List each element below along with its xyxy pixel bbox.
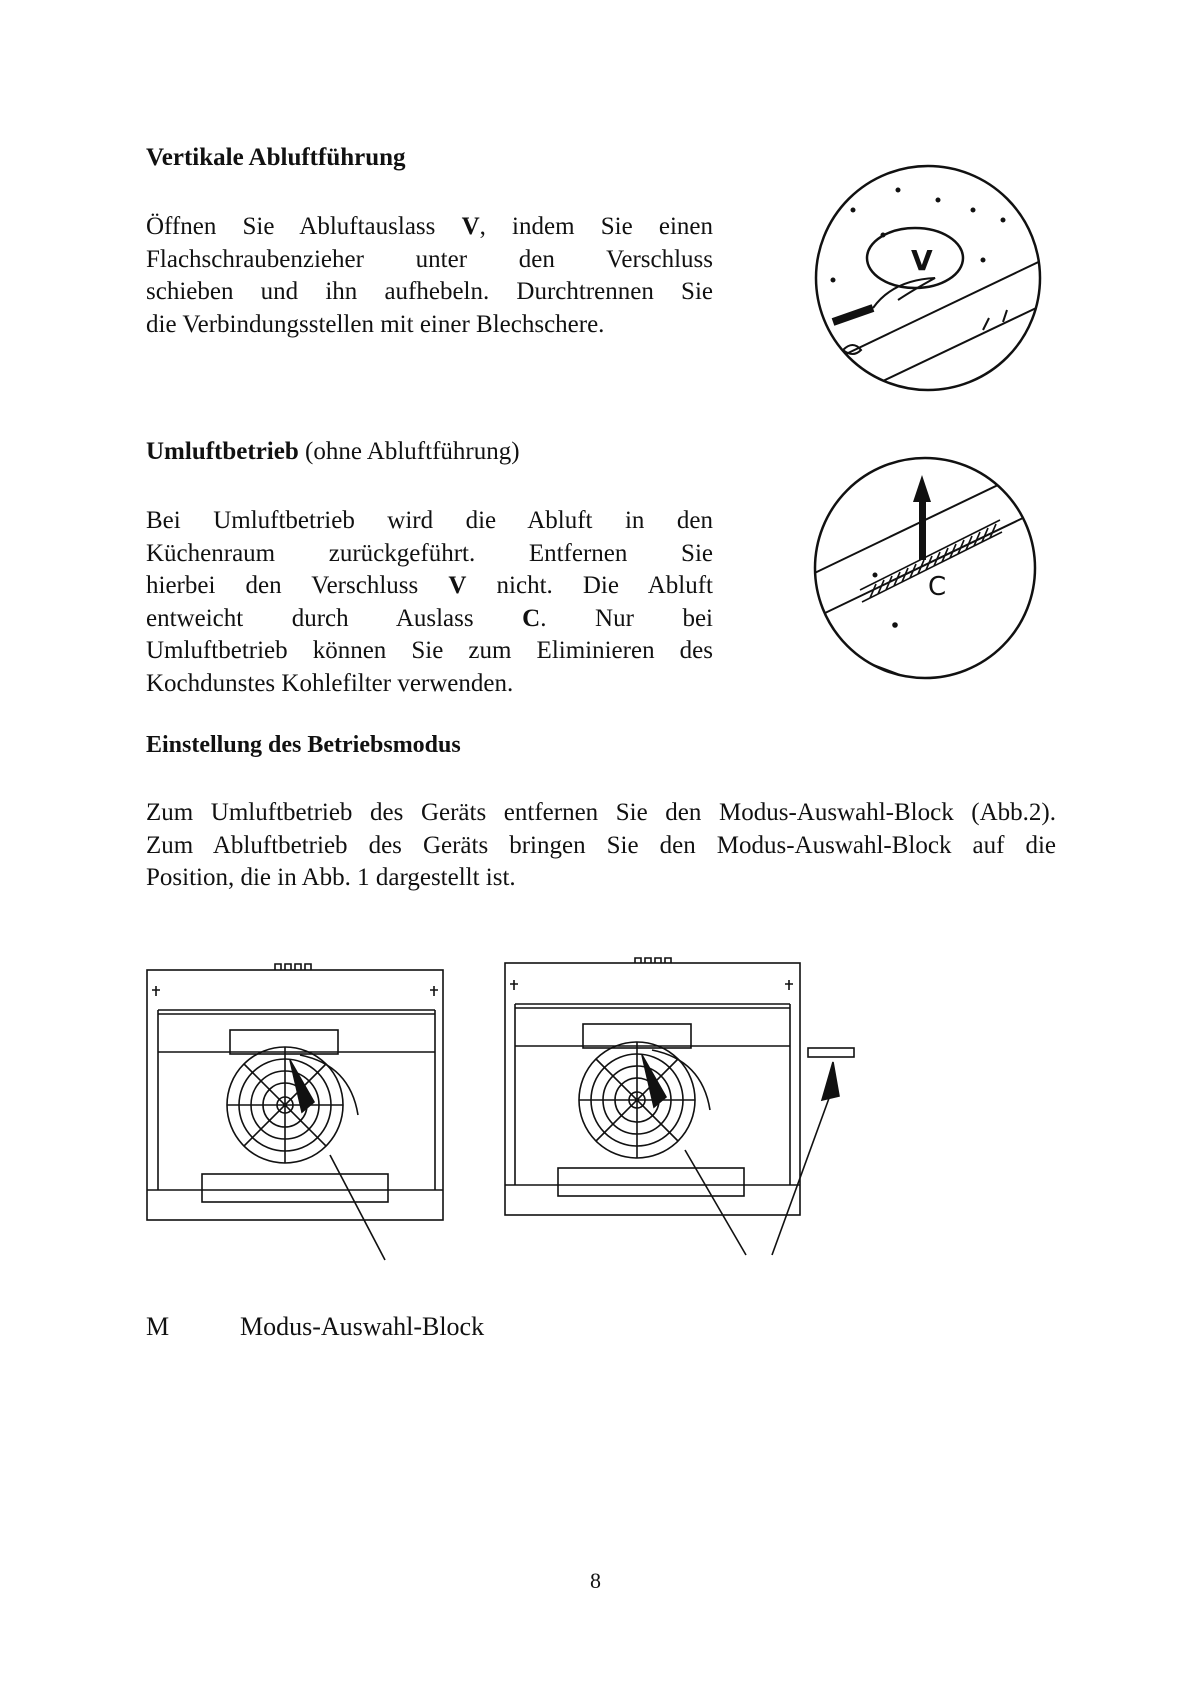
section-title-vertical: Vertikale Abluftführung: [146, 144, 406, 171]
text-line: Küchenraum zurückgeführt. Entfernen Sie: [146, 539, 713, 567]
text-line: Bei Umluftbetrieb wird die Abluft in den: [146, 507, 713, 534]
section-title-recirc: [146, 438, 520, 466]
text-line: Kochdunstes Kohlefilter verwenden.: [146, 669, 514, 697]
hood-diagram-2: [505, 958, 854, 1255]
text-line: Flachschraubenzieher unter den Verschluss: [146, 245, 713, 273]
section-title-recirc-bold: Umluftbetrieb: [146, 438, 299, 465]
paragraph-mode: [146, 797, 1056, 895]
text-line: Öffnen Sie Abluftauslass V, indem Sie einen: [146, 213, 713, 240]
text-line: Zum Abluftbetrieb des Geräts bringen Sie den Modus-Auswahl-Block auf die: [146, 831, 1056, 859]
figure-label-c: C: [928, 572, 947, 602]
hood-diagram-1: [147, 964, 443, 1260]
paragraph-recirc: [146, 505, 713, 700]
text-line: schieben und ihn aufhebeln. Durchtrennen Sie: [146, 278, 713, 305]
text-line: entweicht durch Auslass C. Nur bei: [146, 604, 713, 632]
figure-hood-diagrams: [140, 950, 880, 1270]
figure-outlet-c: [800, 450, 1050, 690]
legend-text: Modus-Auswahl-Block: [240, 1312, 485, 1341]
text-line: hierbei den Verschluss V nicht. Die Abluft: [146, 572, 713, 599]
text-line: Position, die in Abb. 1 dargestellt ist.: [146, 864, 516, 891]
paragraph-vertical: [146, 211, 713, 341]
text-line: die Verbindungsstellen mit einer Blechschere.: [146, 310, 605, 338]
legend-key: M: [146, 1312, 170, 1341]
text-line: Zum Umluftbetrieb des Geräts entfernen Sie den Modus-Auswahl-Block (Abb.2).: [146, 799, 1056, 826]
text-line: Umluftbetrieb können Sie zum Eliminieren des: [146, 637, 713, 664]
figure-outlet-v: [803, 160, 1053, 400]
section-title-recirc-rest: (ohne Abluftführung): [298, 438, 520, 465]
figure-label-v: V: [911, 244, 933, 277]
page-number: 8: [590, 1568, 601, 1593]
section-title-mode: Einstellung des Betriebsmodus: [146, 732, 461, 758]
